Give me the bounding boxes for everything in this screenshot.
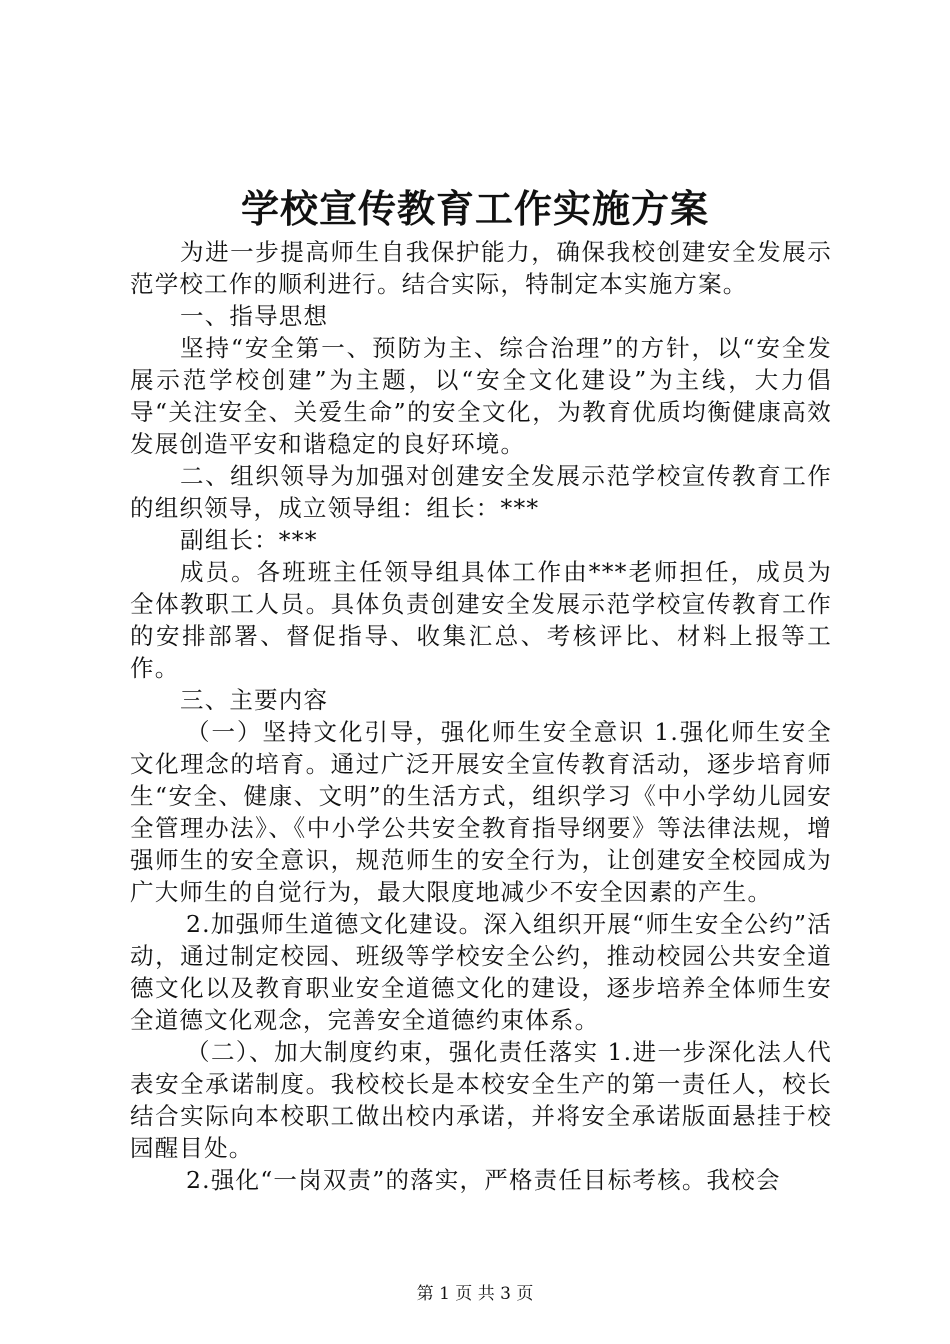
document-title: 学校宣传教育工作实施方案 xyxy=(240,186,709,231)
body-paragraph: 成员。各班班主任领导组具体工作由***老师担任，成员为全体教职工人员。具体负责创建安全发展示范学校宣传教育工作的安排部署、督促指导、收集汇总、考核评比、材料上报等工作。 xyxy=(130,558,832,682)
section-heading-main-content: 三、主要内容 xyxy=(180,686,329,714)
body-paragraph: 2.强化“一岗双责”的落实，严格责任目标考核。我校会 xyxy=(186,1166,781,1194)
body-paragraph: （二）、加大制度约束，强化责任落实 1.进一步深化法人代表安全承诺制度。我校校长是本校安全生产的第一责任人，校长结合实际向本校职工做出校内承诺，并将安全承诺版面悬挂于校园醒目处。 xyxy=(130,1038,832,1162)
body-paragraph: 2.加强师生道德文化建设。深入组织开展“师生安全公约”活动，通过制定校园、班级等学校安全公约，推动校园公共安全道德文化以及教育职业安全道德文化的建设，逐步培养全体师生安全道德文化观念，完善安全道德约束体系。 xyxy=(130,910,832,1034)
intro-paragraph: 为进一步提高师生自我保护能力，确保我校创建安全发展示范学校工作的顺利进行。结合实际，特制定本实施方案。 xyxy=(130,238,832,298)
section-heading-organization: 二、组织领导为加强对创建安全发展示范学校宣传教育工作的组织领导，成立领导组：组长：*** xyxy=(130,462,832,522)
body-paragraph: （一）坚持文化引导，强化师生安全意识 1.强化师生安全文化理念的培育。通过广泛开展安全宣传教育活动，逐步培育师生“安全、健康、文明”的生活方式，组织学习《中小学幼儿园安全管理办法》、《中小学公共安全教育指导纲要》等法律法规，增强师生的安全意识，规范师生的安全行为，让创建安全校园成为广大师生的自觉行为，最大限度地减少不安全因素的产生。 xyxy=(130,718,832,906)
page-number-footer: 第 1 页 共 3 页 xyxy=(416,1284,534,1304)
body-paragraph: 副组长：*** xyxy=(180,526,318,554)
document-body xyxy=(130,236,832,1196)
body-paragraph: 坚持“安全第一、预防为主、综合治理”的方针，以“安全发展示范学校创建”为主题，以“安全文化建设”为主线，大力倡导“关注安全、关爱生命”的安全文化，为教育优质均衡健康高效发展创造平安和谐稳定的良好环境。 xyxy=(130,334,832,458)
section-heading-guiding-ideology: 一、指导思想 xyxy=(180,302,329,330)
